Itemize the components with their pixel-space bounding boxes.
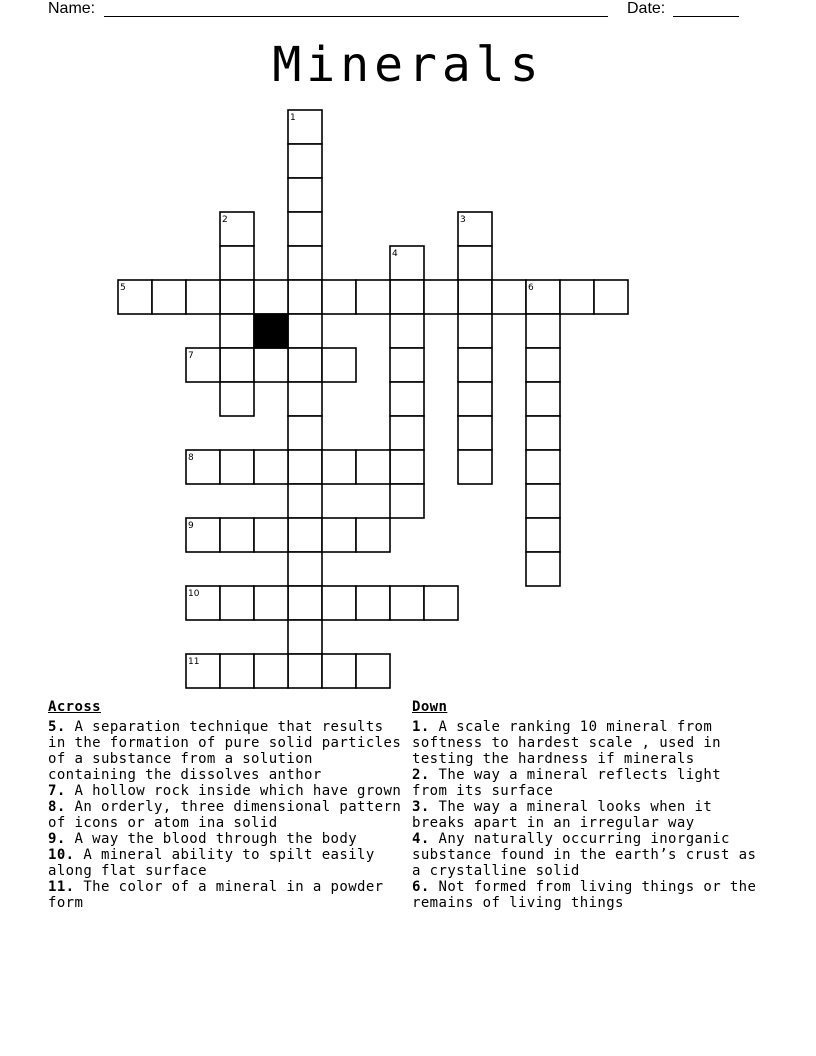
- clue-number: 3: [460, 215, 466, 225]
- grid-cell[interactable]: [356, 450, 390, 484]
- grid-cell[interactable]: [254, 280, 288, 314]
- clue-number-label: 3.: [412, 799, 430, 815]
- clue-text: Any naturally occurring inorganic substance found in the earth’s crust as a crystalline solid: [412, 831, 757, 879]
- grid-cell[interactable]: [390, 348, 424, 382]
- grid-cell[interactable]: [322, 280, 356, 314]
- grid-cell[interactable]: [390, 280, 424, 314]
- date-label: Date:: [627, 0, 666, 17]
- grid-cell[interactable]: [526, 552, 560, 586]
- clue-number-label: 5.: [48, 719, 66, 735]
- grid-cell[interactable]: [526, 518, 560, 552]
- grid-cell[interactable]: [390, 450, 424, 484]
- grid-cell[interactable]: [288, 144, 322, 178]
- grid-cell[interactable]: [458, 450, 492, 484]
- grid-cell[interactable]: [322, 348, 356, 382]
- clue-number-label: 7.: [48, 783, 66, 799]
- clue-number: 9: [188, 521, 194, 531]
- grid-cell[interactable]: [526, 484, 560, 518]
- grid-cell[interactable]: [288, 246, 322, 280]
- grid-cell[interactable]: [424, 280, 458, 314]
- down-clue: [412, 767, 762, 799]
- down-clue: [412, 799, 762, 831]
- down-clue-list: [412, 719, 762, 911]
- grid-cell[interactable]: [356, 280, 390, 314]
- grid-cell[interactable]: [424, 586, 458, 620]
- clue-number: 6: [528, 283, 534, 293]
- clue-number: 10: [188, 589, 200, 599]
- down-heading: Down: [412, 699, 448, 715]
- clue-number-label: 9.: [48, 831, 66, 847]
- grid-cell[interactable]: [322, 450, 356, 484]
- clue-text: The way a mineral reflects light from its surface: [412, 767, 722, 799]
- grid-cell[interactable]: [390, 314, 424, 348]
- across-clue: [48, 783, 408, 799]
- clue-text: Not formed from living things or the remains of living things: [412, 879, 757, 911]
- grid-cell[interactable]: [458, 246, 492, 280]
- grid-cell[interactable]: [288, 280, 322, 314]
- grid-cell[interactable]: [220, 382, 254, 416]
- down-clue: [412, 831, 762, 879]
- down-clue: [412, 879, 762, 911]
- grid-cell[interactable]: [560, 280, 594, 314]
- grid-cell[interactable]: [288, 552, 322, 586]
- clue-number: 1: [290, 113, 296, 123]
- grid-cell[interactable]: [288, 314, 322, 348]
- grid-cell[interactable]: [322, 586, 356, 620]
- clue-text: An orderly, three dimensional pattern of icons or atom ina solid: [48, 799, 402, 831]
- grid-cell[interactable]: [288, 450, 322, 484]
- grid-cell[interactable]: [254, 518, 288, 552]
- across-clue: [48, 719, 408, 783]
- grid-cell[interactable]: [254, 348, 288, 382]
- grid-cell[interactable]: [254, 586, 288, 620]
- down-clue: [412, 719, 762, 767]
- across-clue: [48, 879, 408, 911]
- grid-cell[interactable]: [220, 348, 254, 382]
- clue-text: A mineral ability to spilt easily along flat surface: [48, 847, 375, 879]
- grid-cell[interactable]: [526, 348, 560, 382]
- clue-text: A separation technique that results in the formation of pure solid particles of a substance from a solution containing the dissolves anthor: [48, 719, 402, 783]
- grid-cell[interactable]: [288, 484, 322, 518]
- across-clue: [48, 847, 408, 879]
- clue-number-label: 10.: [48, 847, 75, 863]
- grid-cell[interactable]: [390, 416, 424, 450]
- grid-cell[interactable]: [220, 314, 254, 348]
- clue-text: A scale ranking 10 mineral from softness to hardest scale , used in testing the hardness if minerals: [412, 719, 722, 767]
- grid-cell[interactable]: [458, 416, 492, 450]
- grid-cell[interactable]: [390, 382, 424, 416]
- clue-number-label: 8.: [48, 799, 66, 815]
- grid-cell[interactable]: [526, 450, 560, 484]
- grid-cell[interactable]: [254, 654, 288, 688]
- grid-cell[interactable]: [288, 518, 322, 552]
- clue-number-label: 4.: [412, 831, 430, 847]
- grid-cell[interactable]: [220, 518, 254, 552]
- down-clues: [412, 699, 762, 911]
- grid-cell[interactable]: [322, 654, 356, 688]
- grid-cell[interactable]: [390, 484, 424, 518]
- clue-text: The way a mineral looks when it breaks apart in an irregular way: [412, 799, 713, 831]
- grid-cell[interactable]: [458, 348, 492, 382]
- grid-cell[interactable]: [492, 280, 526, 314]
- clue-number-label: 2.: [412, 767, 430, 783]
- clue-number: 8: [188, 453, 194, 463]
- across-clue: [48, 831, 408, 847]
- grid-cell[interactable]: [254, 450, 288, 484]
- page-title: Minerals: [272, 37, 544, 93]
- clue-number-label: 11.: [48, 879, 75, 895]
- grid-cell[interactable]: [220, 654, 254, 688]
- grid-cell[interactable]: [186, 280, 220, 314]
- grid-cell[interactable]: [594, 280, 628, 314]
- grid-cell[interactable]: [220, 246, 254, 280]
- grid-cell[interactable]: [526, 416, 560, 450]
- clue-number: 7: [188, 351, 194, 361]
- grid-cell[interactable]: [288, 654, 322, 688]
- grid-cell[interactable]: [458, 382, 492, 416]
- grid-cell[interactable]: [526, 382, 560, 416]
- clue-number: 11: [188, 657, 200, 667]
- grid-cell[interactable]: [220, 280, 254, 314]
- black-cell: [254, 314, 288, 348]
- grid-cell[interactable]: [458, 280, 492, 314]
- grid-cell[interactable]: [288, 620, 322, 654]
- clue-number-label: 6.: [412, 879, 430, 895]
- clue-number: 2: [222, 215, 228, 225]
- grid-cell[interactable]: [356, 654, 390, 688]
- grid-cell[interactable]: [390, 586, 424, 620]
- clue-text: A way the blood through the body: [65, 831, 358, 847]
- across-heading: Across: [48, 699, 101, 715]
- grid-cell[interactable]: [152, 280, 186, 314]
- grid-cell[interactable]: [458, 314, 492, 348]
- grid-cell[interactable]: [288, 382, 322, 416]
- clue-number: 5: [120, 283, 126, 293]
- grid-cell[interactable]: [220, 450, 254, 484]
- grid-cell[interactable]: [288, 348, 322, 382]
- grid-cell[interactable]: [356, 586, 390, 620]
- grid-cell[interactable]: [526, 314, 560, 348]
- grid-cell[interactable]: [288, 586, 322, 620]
- name-label: Name:: [48, 0, 96, 17]
- grid-cell[interactable]: [288, 212, 322, 246]
- clue-text: A hollow rock inside which have grown: [65, 783, 402, 799]
- across-clues: [48, 699, 408, 911]
- grid-cell[interactable]: [288, 416, 322, 450]
- grid-cell[interactable]: [220, 586, 254, 620]
- grid-cell[interactable]: [288, 178, 322, 212]
- across-clue-list: [48, 719, 408, 911]
- grid-cell[interactable]: [322, 518, 356, 552]
- clue-number-label: 1.: [412, 719, 430, 735]
- across-clue: [48, 799, 408, 831]
- clue-number: 4: [392, 249, 398, 259]
- grid-cell[interactable]: [356, 518, 390, 552]
- clue-text: The color of a mineral in a powder form: [48, 879, 384, 911]
